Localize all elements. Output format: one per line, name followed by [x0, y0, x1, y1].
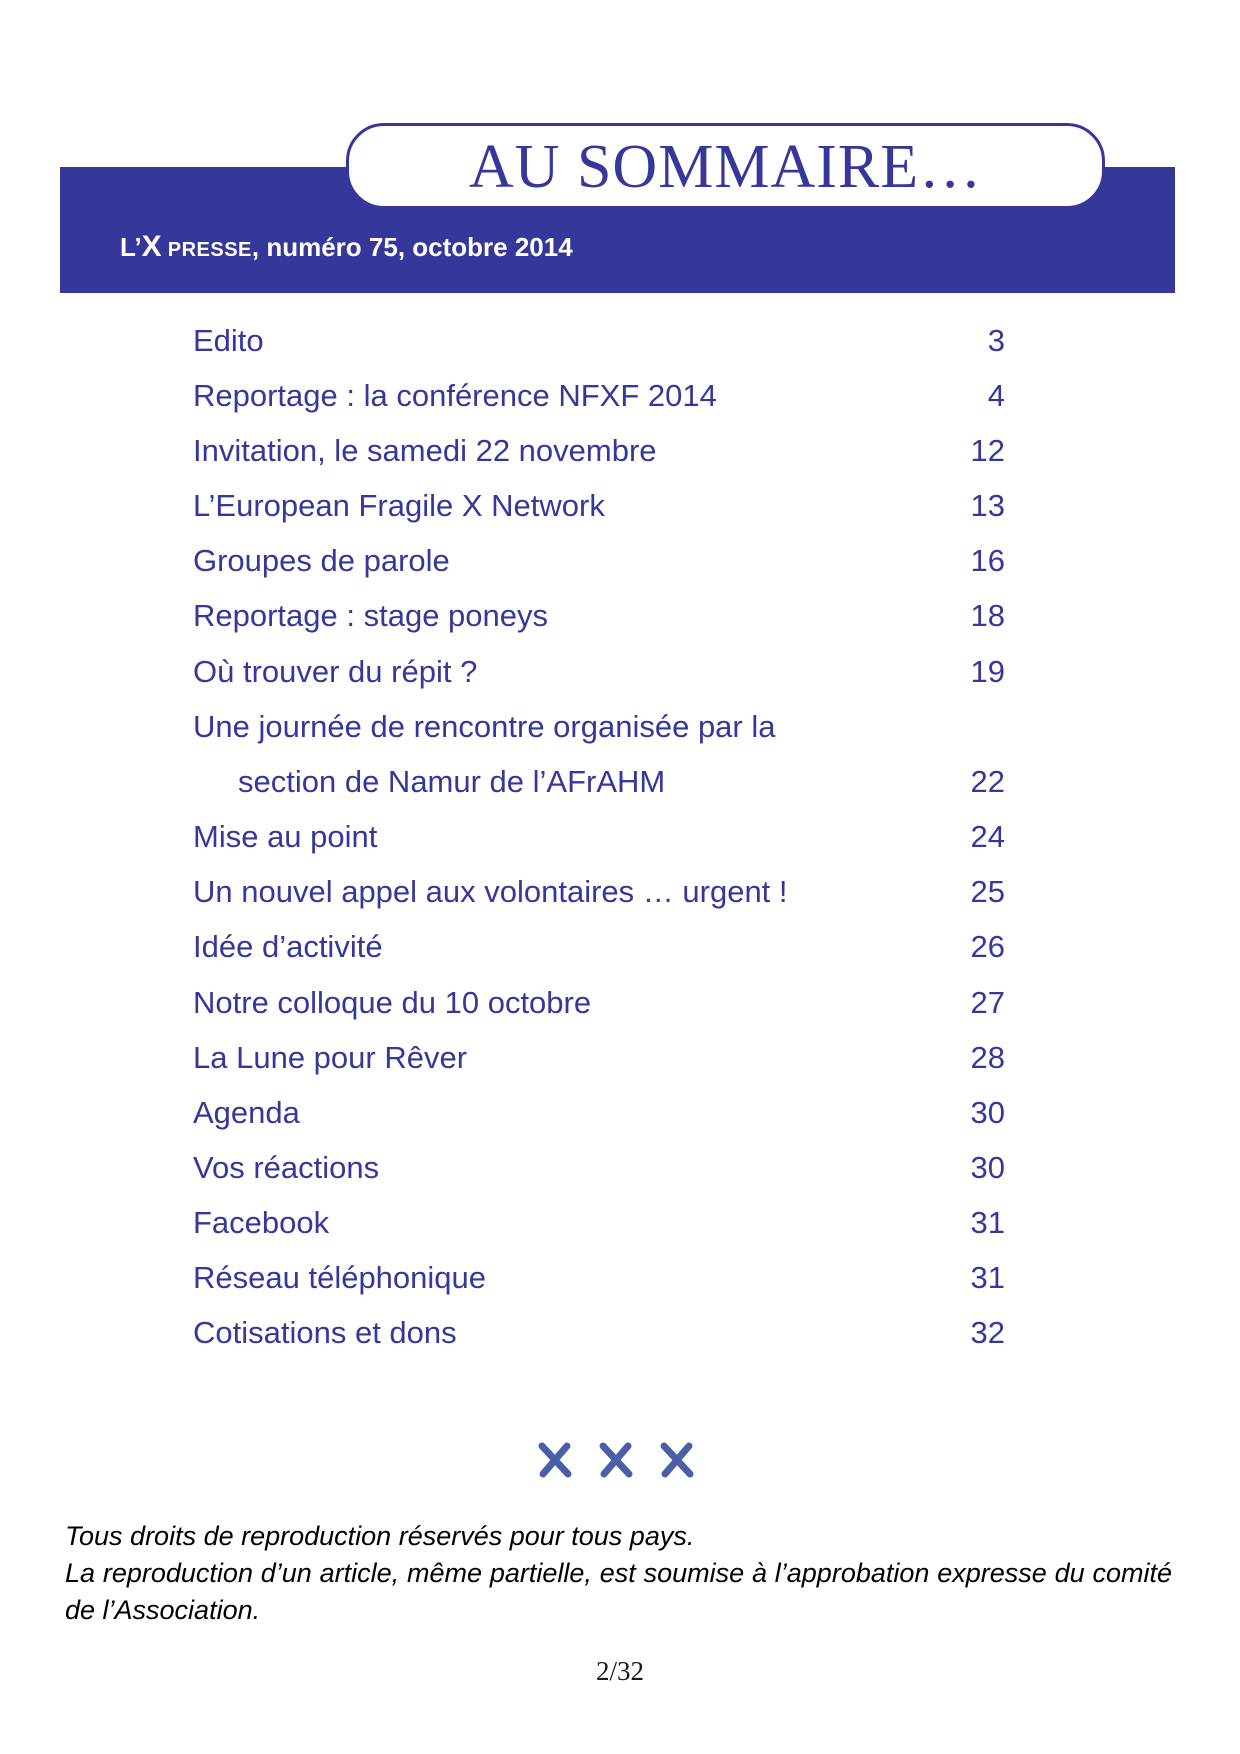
toc-entry-label: Invitation, le samedi 22 novembre [193, 433, 657, 468]
toc-entry[interactable] [193, 983, 1005, 1023]
toc-entry-label: Cotisations et dons [193, 1315, 457, 1350]
toc-entry-label: Groupes de parole [193, 543, 450, 578]
toc-entry-label: L’European Fragile X Network [193, 488, 605, 523]
toc-entry[interactable] [193, 1093, 1005, 1133]
toc-entry-label: Edito [193, 323, 264, 358]
toc-entry-page: 3 [987, 323, 1005, 358]
toc-entry-label: Reportage : stage poneys [193, 598, 549, 633]
toc-entry-page: 4 [987, 378, 1005, 413]
x-icon [597, 1440, 635, 1480]
toc-entry-page: 31 [970, 1205, 1005, 1240]
toc-entry[interactable] [193, 927, 1005, 967]
issue-presse: PRESSE [161, 239, 252, 261]
toc-entry[interactable] [193, 652, 1005, 692]
toc-entry-label: Reportage : la conférence NFXF 2014 [193, 378, 717, 413]
title-box [346, 123, 1105, 209]
toc-entry-label: Où trouver du répit ? [193, 654, 478, 689]
toc-entry-label: Mise au point [193, 819, 378, 854]
issue-x: X [141, 230, 162, 263]
toc-entry[interactable] [193, 321, 1005, 361]
x-icon [536, 1440, 574, 1480]
toc-entry-page: 25 [970, 874, 1005, 909]
toc-entry-page: 22 [970, 764, 1005, 799]
issue-line [120, 230, 573, 264]
copyright-notice [65, 1518, 1172, 1629]
toc-entry-page: 26 [970, 929, 1005, 964]
toc-entry-label: Une journée de rencontre organisée par la [193, 709, 776, 744]
ornament [536, 1435, 696, 1485]
toc-entry[interactable] [193, 1038, 1005, 1078]
toc-entry[interactable] [193, 1203, 1005, 1243]
toc-entry[interactable] [193, 1148, 1005, 1188]
issue-details: , numéro 75, octobre 2014 [251, 232, 573, 262]
toc-entry-label: Vos réactions [193, 1150, 380, 1185]
toc-entry[interactable] [193, 486, 1005, 526]
toc-entry-page: 31 [970, 1260, 1005, 1295]
copyright-line: Tous droits de reproduction réservés pour tous pays. [65, 1521, 695, 1551]
toc-entry[interactable] [193, 817, 1005, 857]
toc-entry-page: 32 [970, 1315, 1005, 1350]
toc-entry[interactable] [193, 1313, 1005, 1353]
toc-entry-continuation[interactable] [193, 762, 1005, 802]
page-number: 2/32 [595, 1656, 644, 1686]
issue-prefix: L’ [120, 232, 142, 262]
toc-entry-label: Idée d’activité [193, 929, 383, 964]
toc-entry-page: 12 [970, 433, 1005, 468]
x-icon [658, 1440, 696, 1480]
toc-entry-page: 16 [970, 543, 1005, 578]
toc-entry-page: 13 [970, 488, 1005, 523]
page-title: AU SOMMAIRE… [468, 132, 983, 201]
toc-entry[interactable] [193, 376, 1005, 416]
toc-entry[interactable] [193, 431, 1005, 471]
toc-entry-label: Réseau téléphonique [193, 1260, 487, 1295]
toc-entry-label: Notre colloque du 10 octobre [193, 985, 592, 1020]
copyright-paragraph: La reproduction d’un article, même partielle, est soumise à l’approbation expresse du comité de l’Association. [65, 1558, 1172, 1625]
toc-entry-label: section de Namur de l’AFrAHM [238, 764, 666, 799]
toc-entry-page: 19 [970, 654, 1005, 689]
toc-entry-page: 30 [970, 1150, 1005, 1185]
toc-entry[interactable] [193, 596, 1005, 636]
toc-entry-page: 27 [970, 985, 1005, 1020]
toc-entry-page: 18 [970, 598, 1005, 633]
toc-entry-page: 28 [970, 1040, 1005, 1075]
toc-entry-page: 30 [970, 1095, 1005, 1130]
toc-entry-label: La Lune pour Rêver [193, 1040, 468, 1075]
toc-entry[interactable] [193, 707, 1005, 747]
toc-entry[interactable] [193, 1258, 1005, 1298]
toc-entry-label: Facebook [193, 1205, 330, 1240]
toc-entry-label: Un nouvel appel aux volontaires … urgent ! [193, 874, 788, 909]
toc-entry[interactable] [193, 872, 1005, 912]
toc-entry[interactable] [193, 541, 1005, 581]
toc-entry-page: 24 [970, 819, 1005, 854]
toc-entry-label: Agenda [193, 1095, 300, 1130]
